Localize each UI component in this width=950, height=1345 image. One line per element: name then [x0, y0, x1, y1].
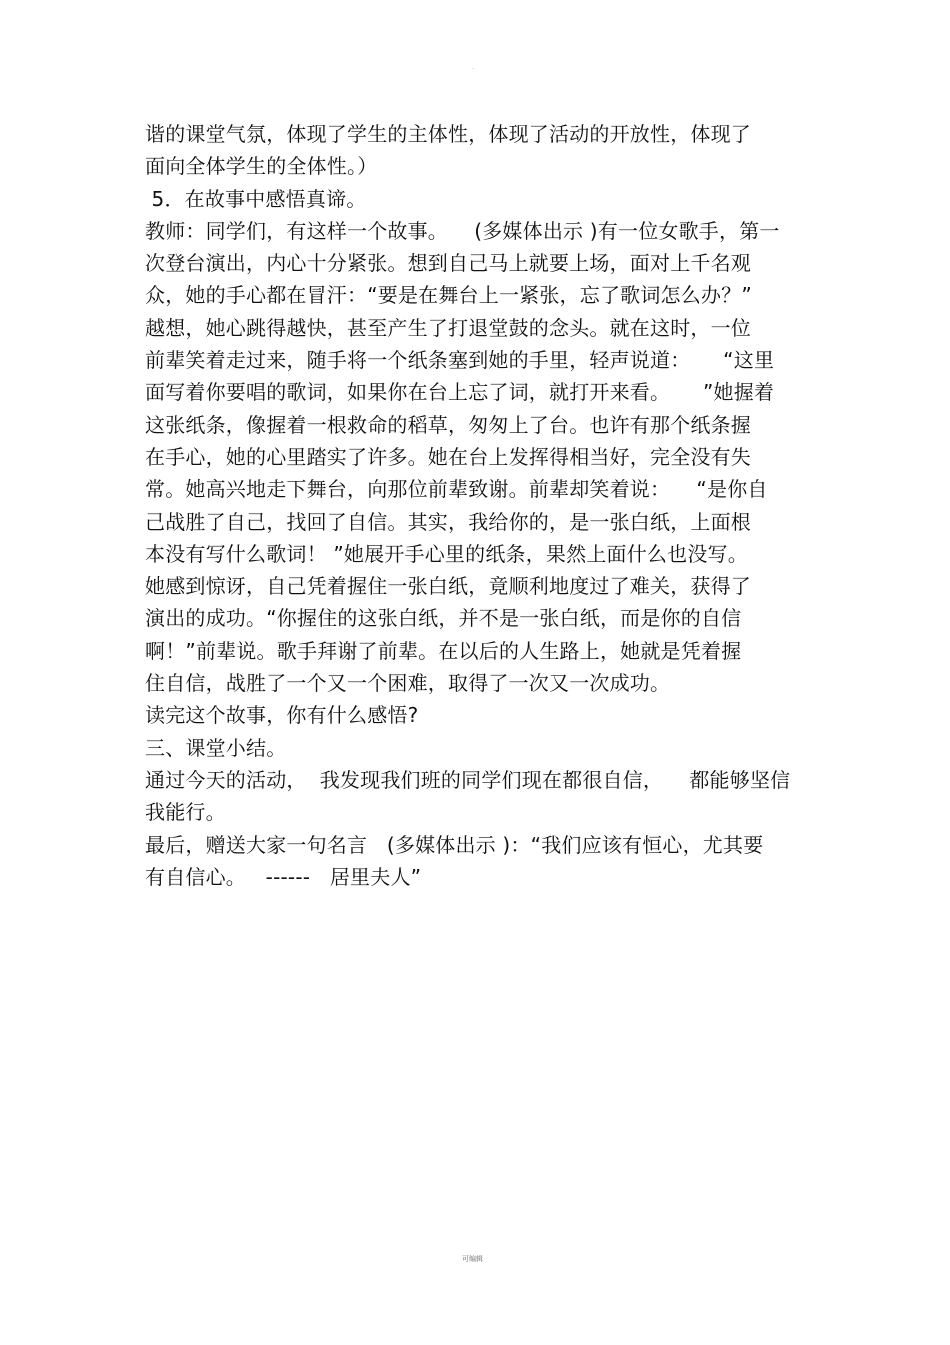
- text-line: 众，她的手心都在冒汗：“要是在舞台上一紧张，忘了歌词怎么办？”: [145, 283, 752, 308]
- text-line: 次登台演出，内心十分紧张。想到自己马上就要上场，面对上千名观: [145, 251, 751, 276]
- page-header-mark: ·: [472, 66, 474, 73]
- text-line: 己战胜了自己，找回了自信。其实，我给你的，是一张白纸，上面根: [145, 509, 751, 534]
- text-line: 本没有写什么歌词！ ”她展开手心里的纸条，果然上面什么也没写。: [145, 541, 748, 566]
- text-line: 常。她高兴地走下舞台，向那位前辈致谢。前辈却笑着说： “是你自: [145, 477, 768, 502]
- text-line: 啊！”前辈说。歌手拜谢了前辈。在以后的人生路上，她就是凭着握: [145, 638, 742, 663]
- text-line: 面写着你要唱的歌词，如果你在台上忘了词，就打开来看。 ”她握着: [145, 380, 775, 405]
- text-line: 演出的成功。“你握住的这张白纸，并不是一张白纸，而是你的自信: [145, 606, 742, 631]
- text-line: 我能行。: [145, 800, 226, 825]
- text-line: 这张纸条，像握着一根救命的稻草，匆匆上了台。也许有那个纸条握: [145, 412, 751, 437]
- text-line: 前辈笑着走过来，随手将一个纸条塞到她的手里，轻声说道： “这里: [145, 348, 775, 373]
- text-line: 教师：同学们，有这样一个故事。 (多媒体出示 )有一位女歌手，第一: [145, 218, 780, 243]
- page-footer-mark: 可编辑: [462, 1255, 483, 1263]
- text-line: 越想，她心跳得越快，甚至产生了打退堂鼓的念头。就在这时，一位: [145, 315, 751, 340]
- text-line: 她感到惊讶，自己凭着握住一张白纸，竟顺利地度过了难关，获得了: [145, 574, 751, 599]
- document-body: [145, 118, 825, 893]
- text-line: 通过今天的活动， 我发现我们班的同学们现在都很自信， 都能够坚信: [145, 767, 791, 792]
- text-line: 最后，赠送大家一句名言 (多媒体出示 )：“我们应该有恒心，尤其要: [145, 832, 764, 857]
- section-heading: 三、课堂小结。: [145, 735, 287, 760]
- text-line: 在手心，她的心里踏实了许多。她在台上发挥得相当好，完全没有失: [145, 444, 751, 469]
- text-line: 住自信，战胜了一个又一个困难，取得了一次又一次成功。: [145, 671, 671, 696]
- section-heading: 5．在故事中感悟真谛。: [145, 186, 367, 211]
- text-line: 有自信心。 ------ 居里夫人”: [145, 864, 422, 889]
- text-line: 面向全体学生的全体性。）: [145, 154, 378, 179]
- text-line: 谐的课堂气氛，体现了学生的主体性，体现了活动的开放性，体现了: [145, 122, 751, 146]
- text-line: 读完这个故事，你有什么感悟?: [145, 703, 419, 728]
